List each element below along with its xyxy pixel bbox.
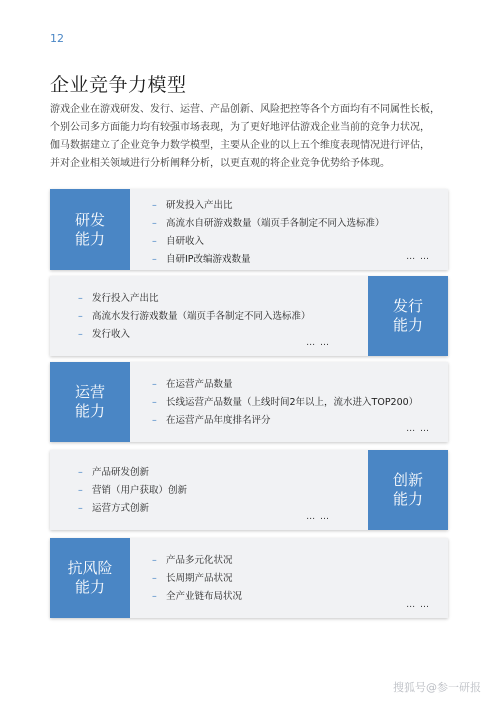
card-items bbox=[78, 464, 187, 518]
list-item bbox=[78, 290, 311, 308]
page-number: 12 bbox=[50, 32, 64, 45]
intro-line: 并对企业相关领域进行分析阐释分析，以更直观的将企业竞争优势给予体现。 bbox=[50, 158, 390, 169]
dash-icon: – bbox=[152, 236, 157, 247]
card-tag-line: 能力 bbox=[74, 229, 105, 248]
ellipsis-more: … … bbox=[306, 338, 330, 348]
list-item bbox=[78, 464, 187, 482]
list-item bbox=[152, 251, 385, 269]
watermark: 搜狐号@参一研报 bbox=[393, 681, 481, 694]
list-item-text: 发行投入产出比 bbox=[92, 293, 159, 304]
list-item-text: 高流水发行游戏数量（端页手各制定不同入选标准） bbox=[92, 311, 311, 322]
card-publishing-capability bbox=[50, 276, 448, 356]
list-item-text: 营销（用户获取）创新 bbox=[92, 485, 188, 496]
list-item bbox=[152, 233, 385, 251]
card-risk-resistance-capability bbox=[50, 538, 448, 618]
intro-line: 个别公司多方面能力均有较强市场表现，为了更好地评估游戏企业当前的竞争力状况， bbox=[50, 122, 430, 133]
card-tag-line: 抗风险 bbox=[67, 559, 113, 577]
list-item-text: 产品多元化状况 bbox=[166, 555, 233, 566]
list-item-text: 产品研发创新 bbox=[92, 467, 150, 478]
intro-line: 伽马数据建立了企业竞争力数学模型，主要从企业的以上五个维度表现情况进行评估， bbox=[50, 140, 430, 151]
page-title: 企业竞争力模型 bbox=[50, 74, 187, 96]
card-tag-line: 研发 bbox=[74, 210, 105, 229]
list-item bbox=[152, 588, 242, 606]
dash-icon: – bbox=[152, 218, 157, 229]
list-item-text: 自研IP改编游戏数量 bbox=[166, 254, 251, 265]
ellipsis-more: … … bbox=[406, 252, 430, 262]
intro-line: 游戏企业在游戏研发、发行、运营、产品创新、风险把控等各个方面均有不同属性长板， bbox=[50, 104, 440, 115]
dash-icon: – bbox=[78, 293, 83, 304]
card-tag-line: 能力 bbox=[74, 402, 105, 420]
card-tag bbox=[368, 276, 448, 356]
card-tag-line: 能力 bbox=[392, 316, 423, 334]
dash-icon: – bbox=[78, 467, 83, 478]
dash-icon: – bbox=[152, 379, 157, 390]
list-item-text: 在运营产品年度排名评分 bbox=[166, 415, 271, 426]
dash-icon: – bbox=[152, 397, 157, 408]
dash-icon: – bbox=[152, 591, 157, 602]
dash-icon: – bbox=[152, 254, 157, 265]
card-tag bbox=[368, 450, 448, 530]
list-item bbox=[152, 394, 418, 412]
dash-icon: – bbox=[152, 555, 157, 566]
card-rd-capability bbox=[50, 189, 448, 270]
list-item bbox=[152, 412, 418, 430]
dash-icon: – bbox=[78, 485, 83, 496]
card-tag bbox=[50, 362, 130, 442]
list-item bbox=[78, 308, 311, 326]
card-items bbox=[152, 552, 242, 606]
list-item-text: 自研收入 bbox=[166, 236, 205, 247]
card-items bbox=[152, 376, 418, 430]
ellipsis-more: … … bbox=[406, 424, 430, 434]
list-item-text: 发行收入 bbox=[92, 329, 131, 340]
list-item bbox=[152, 552, 242, 570]
list-item bbox=[78, 500, 187, 518]
card-innovation-capability bbox=[50, 450, 448, 530]
card-items bbox=[78, 290, 311, 344]
card-tag-line: 创新 bbox=[392, 471, 423, 489]
ellipsis-more: … … bbox=[406, 600, 430, 610]
dash-icon: – bbox=[152, 415, 157, 426]
dash-icon: – bbox=[78, 311, 83, 322]
list-item-text: 运营方式创新 bbox=[92, 503, 150, 514]
list-item bbox=[152, 197, 385, 215]
dash-icon: – bbox=[152, 200, 157, 211]
dash-icon: – bbox=[152, 573, 157, 584]
ellipsis-more: … … bbox=[306, 512, 330, 522]
list-item bbox=[78, 482, 187, 500]
list-item-text: 在运营产品数量 bbox=[166, 379, 233, 390]
list-item-text: 全产业链布局状况 bbox=[166, 591, 243, 602]
list-item-text: 长周期产品状况 bbox=[166, 573, 233, 584]
card-tag bbox=[50, 538, 130, 618]
list-item-text: 研发投入产出比 bbox=[166, 200, 233, 211]
list-item bbox=[152, 215, 385, 233]
card-tag-line: 能力 bbox=[74, 578, 105, 596]
list-item-text: 高流水自研游戏数量（端页手各制定不同入选标准） bbox=[166, 218, 385, 229]
list-item bbox=[152, 376, 418, 394]
dash-icon: – bbox=[78, 503, 83, 514]
card-tag-line: 运营 bbox=[74, 383, 105, 401]
card-tag-line: 发行 bbox=[392, 297, 423, 315]
card-tag bbox=[50, 189, 130, 270]
list-item-text: 长线运营产品数量（上线时间2年以上，流水进入TOP200） bbox=[166, 397, 419, 408]
dash-icon: – bbox=[78, 329, 83, 340]
card-operations-capability bbox=[50, 362, 448, 442]
list-item bbox=[78, 326, 311, 344]
intro-paragraph bbox=[50, 101, 460, 173]
list-item bbox=[152, 570, 242, 588]
card-tag-line: 能力 bbox=[392, 490, 423, 508]
card-items bbox=[152, 197, 385, 269]
